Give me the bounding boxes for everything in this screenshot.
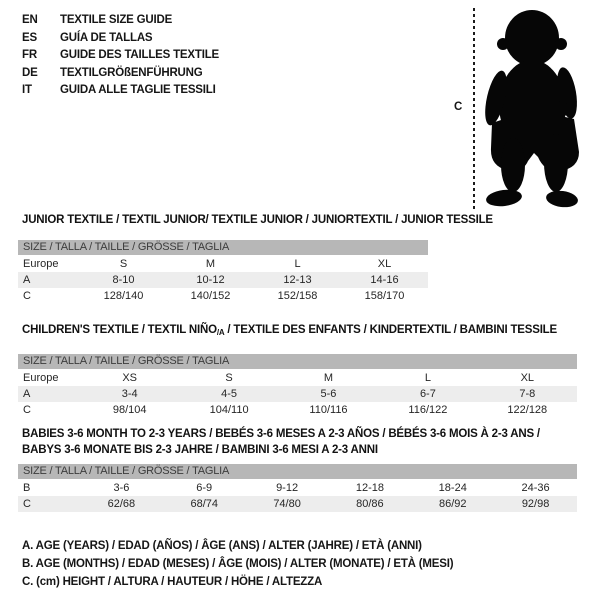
cell-value: 3-6 [113, 482, 130, 494]
size-header-band: SIZE / TALLA / TAILLE / GRÖSSE / TAGLIA [18, 354, 577, 369]
cell-value: 116/122 [408, 404, 448, 416]
cell-value: 140/152 [190, 290, 231, 302]
note: C. (cm) HEIGHT / ALTURA / HAUTEUR / HÖHE / ALTEZZA [22, 576, 323, 588]
cell-value: 8-10 [112, 274, 135, 286]
guide-title: TEXTILE SIZE GUIDE [60, 14, 173, 26]
guide-title: TEXTILGRÖßENFÜHRUNG [60, 66, 203, 79]
table-row [18, 386, 577, 402]
table-row [18, 480, 577, 496]
table-row [18, 402, 577, 418]
table-title [18, 442, 577, 458]
row-label: A [23, 274, 31, 286]
cell-value: M [323, 372, 334, 384]
cell-value: 128/140 [103, 290, 144, 302]
cell-value: 10-12 [196, 274, 225, 286]
cell-value: XS [122, 372, 138, 384]
table-title-text: / TEXTILE DES ENFANTS / KINDERTEXTIL / BAMBINI TESSILE [224, 324, 557, 336]
cell-value: 80/86 [356, 498, 384, 510]
silhouette-ear-left [497, 38, 509, 50]
note: A. AGE (YEARS) / EDAD (AÑOS) / ÂGE (ANS) / ALTER (JAHRE) / ETÀ (ANNI) [22, 540, 422, 552]
language-code: DE [22, 66, 38, 79]
table-title-text: JUNIOR TEXTILE / TEXTIL JUNIOR/ TEXTILE JUNIOR / JUNIORTEXTIL / JUNIOR TESSILE [22, 214, 493, 226]
cell-value: 6-7 [419, 388, 436, 400]
language-code: ES [22, 31, 37, 44]
row-label: Europe [23, 372, 59, 384]
size-table [18, 464, 577, 512]
language-row [22, 65, 219, 83]
row-label: A [23, 388, 31, 400]
language-row [22, 30, 219, 48]
notes [22, 537, 453, 591]
cell-value: 7-8 [519, 388, 536, 400]
table-row [18, 288, 428, 304]
cell-value: XL [377, 258, 392, 270]
size-header-band: SIZE / TALLA / TAILLE / GRÖSSE / TAGLIA [18, 464, 577, 479]
height-figure [449, 5, 599, 213]
silhouette-leg-right [544, 134, 568, 192]
silhouette-foot-right [545, 189, 579, 209]
cell-value: 152/158 [277, 290, 318, 302]
table-row [18, 496, 577, 512]
cell-value: XL [520, 372, 535, 384]
cell-value: L [294, 258, 301, 270]
cell-value: 9-12 [276, 482, 299, 494]
language-row [22, 82, 219, 100]
guide-title: GUIDE DES TAILLES TEXTILE [60, 49, 219, 61]
cell-value: 24-36 [521, 482, 550, 494]
cell-value: 68/74 [190, 498, 218, 510]
cell-value: 110/116 [309, 404, 348, 416]
guide-title: GUIDA ALLE TAGLIE TESSILI [60, 84, 216, 96]
height-label: C [454, 101, 463, 113]
table-title [18, 426, 577, 442]
table-title [18, 322, 577, 341]
language-code: EN [22, 14, 38, 26]
guide-title: GUÍA DE TALLAS [60, 31, 153, 44]
language-code: IT [22, 84, 32, 96]
table-row [18, 256, 428, 272]
toddler-silhouette-icon [480, 5, 598, 213]
cell-value: 18-24 [438, 482, 467, 494]
cell-value: 86/92 [438, 498, 467, 510]
table-title-text: CHILDREN'S TEXTILE / TEXTIL NIÑO [22, 324, 217, 336]
junior-size-table [18, 212, 493, 304]
cell-value: 122/128 [507, 404, 548, 416]
language-list [22, 12, 219, 100]
size-table [18, 354, 577, 418]
silhouette-foot-left [485, 188, 523, 208]
table-title-text: BABIES 3-6 MONTH TO 2-3 YEARS / BEBÉS 3-6 MESES A 2-3 AÑOS / BÉBÉS 3-6 MOIS À 2-3 ANS / [22, 428, 540, 440]
cell-value: 62/68 [107, 498, 136, 510]
cell-value: 98/104 [112, 404, 147, 416]
cell-value: 12-13 [283, 274, 312, 286]
language-row [22, 47, 219, 65]
silhouette-shapes [481, 10, 580, 209]
cell-value: S [225, 372, 233, 384]
cell-value: 104/110 [209, 404, 249, 416]
row-label: B [23, 482, 31, 494]
size-table [18, 240, 428, 304]
language-code: FR [22, 49, 37, 61]
table-title-text: BABYS 3-6 MONATE BIS 2-3 JAHRE / BAMBINI 3-6 MESI A 2-3 ANNI [22, 444, 378, 456]
table-title [18, 212, 493, 228]
cell-value: 92/98 [521, 498, 550, 510]
cell-value: 6-9 [196, 482, 213, 494]
table-title-sub: /A [216, 328, 225, 337]
row-label: Europe [23, 258, 59, 270]
cell-value: S [119, 258, 128, 270]
table-row [18, 370, 577, 386]
silhouette-head [505, 10, 559, 66]
cell-value: 158/170 [364, 290, 405, 302]
cell-value: 14-16 [370, 274, 399, 286]
row-label: C [23, 290, 31, 302]
cell-value: M [205, 258, 216, 270]
cell-value: 4-5 [221, 388, 238, 400]
size-header-band: SIZE / TALLA / TAILLE / GRÖSSE / TAGLIA [18, 240, 428, 255]
babies-size-table [18, 426, 577, 512]
table-row [18, 272, 428, 288]
silhouette-leg-left [501, 138, 525, 192]
cell-value: L [424, 372, 431, 384]
silhouette-ear-right [555, 38, 567, 50]
cell-value: 3-4 [121, 388, 138, 400]
children-size-table [18, 322, 577, 418]
language-row [22, 12, 219, 30]
row-label: C [23, 404, 31, 416]
note: B. AGE (MONTHS) / EDAD (MESES) / ÂGE (MOIS) / ALTER (MONATE) / ETÀ (MESI) [22, 558, 454, 570]
cell-value: 12-18 [355, 482, 384, 494]
cell-value: 74/80 [273, 498, 301, 510]
cell-value: 5-6 [320, 388, 337, 400]
height-measure-line [473, 8, 475, 209]
row-label: C [23, 498, 31, 510]
